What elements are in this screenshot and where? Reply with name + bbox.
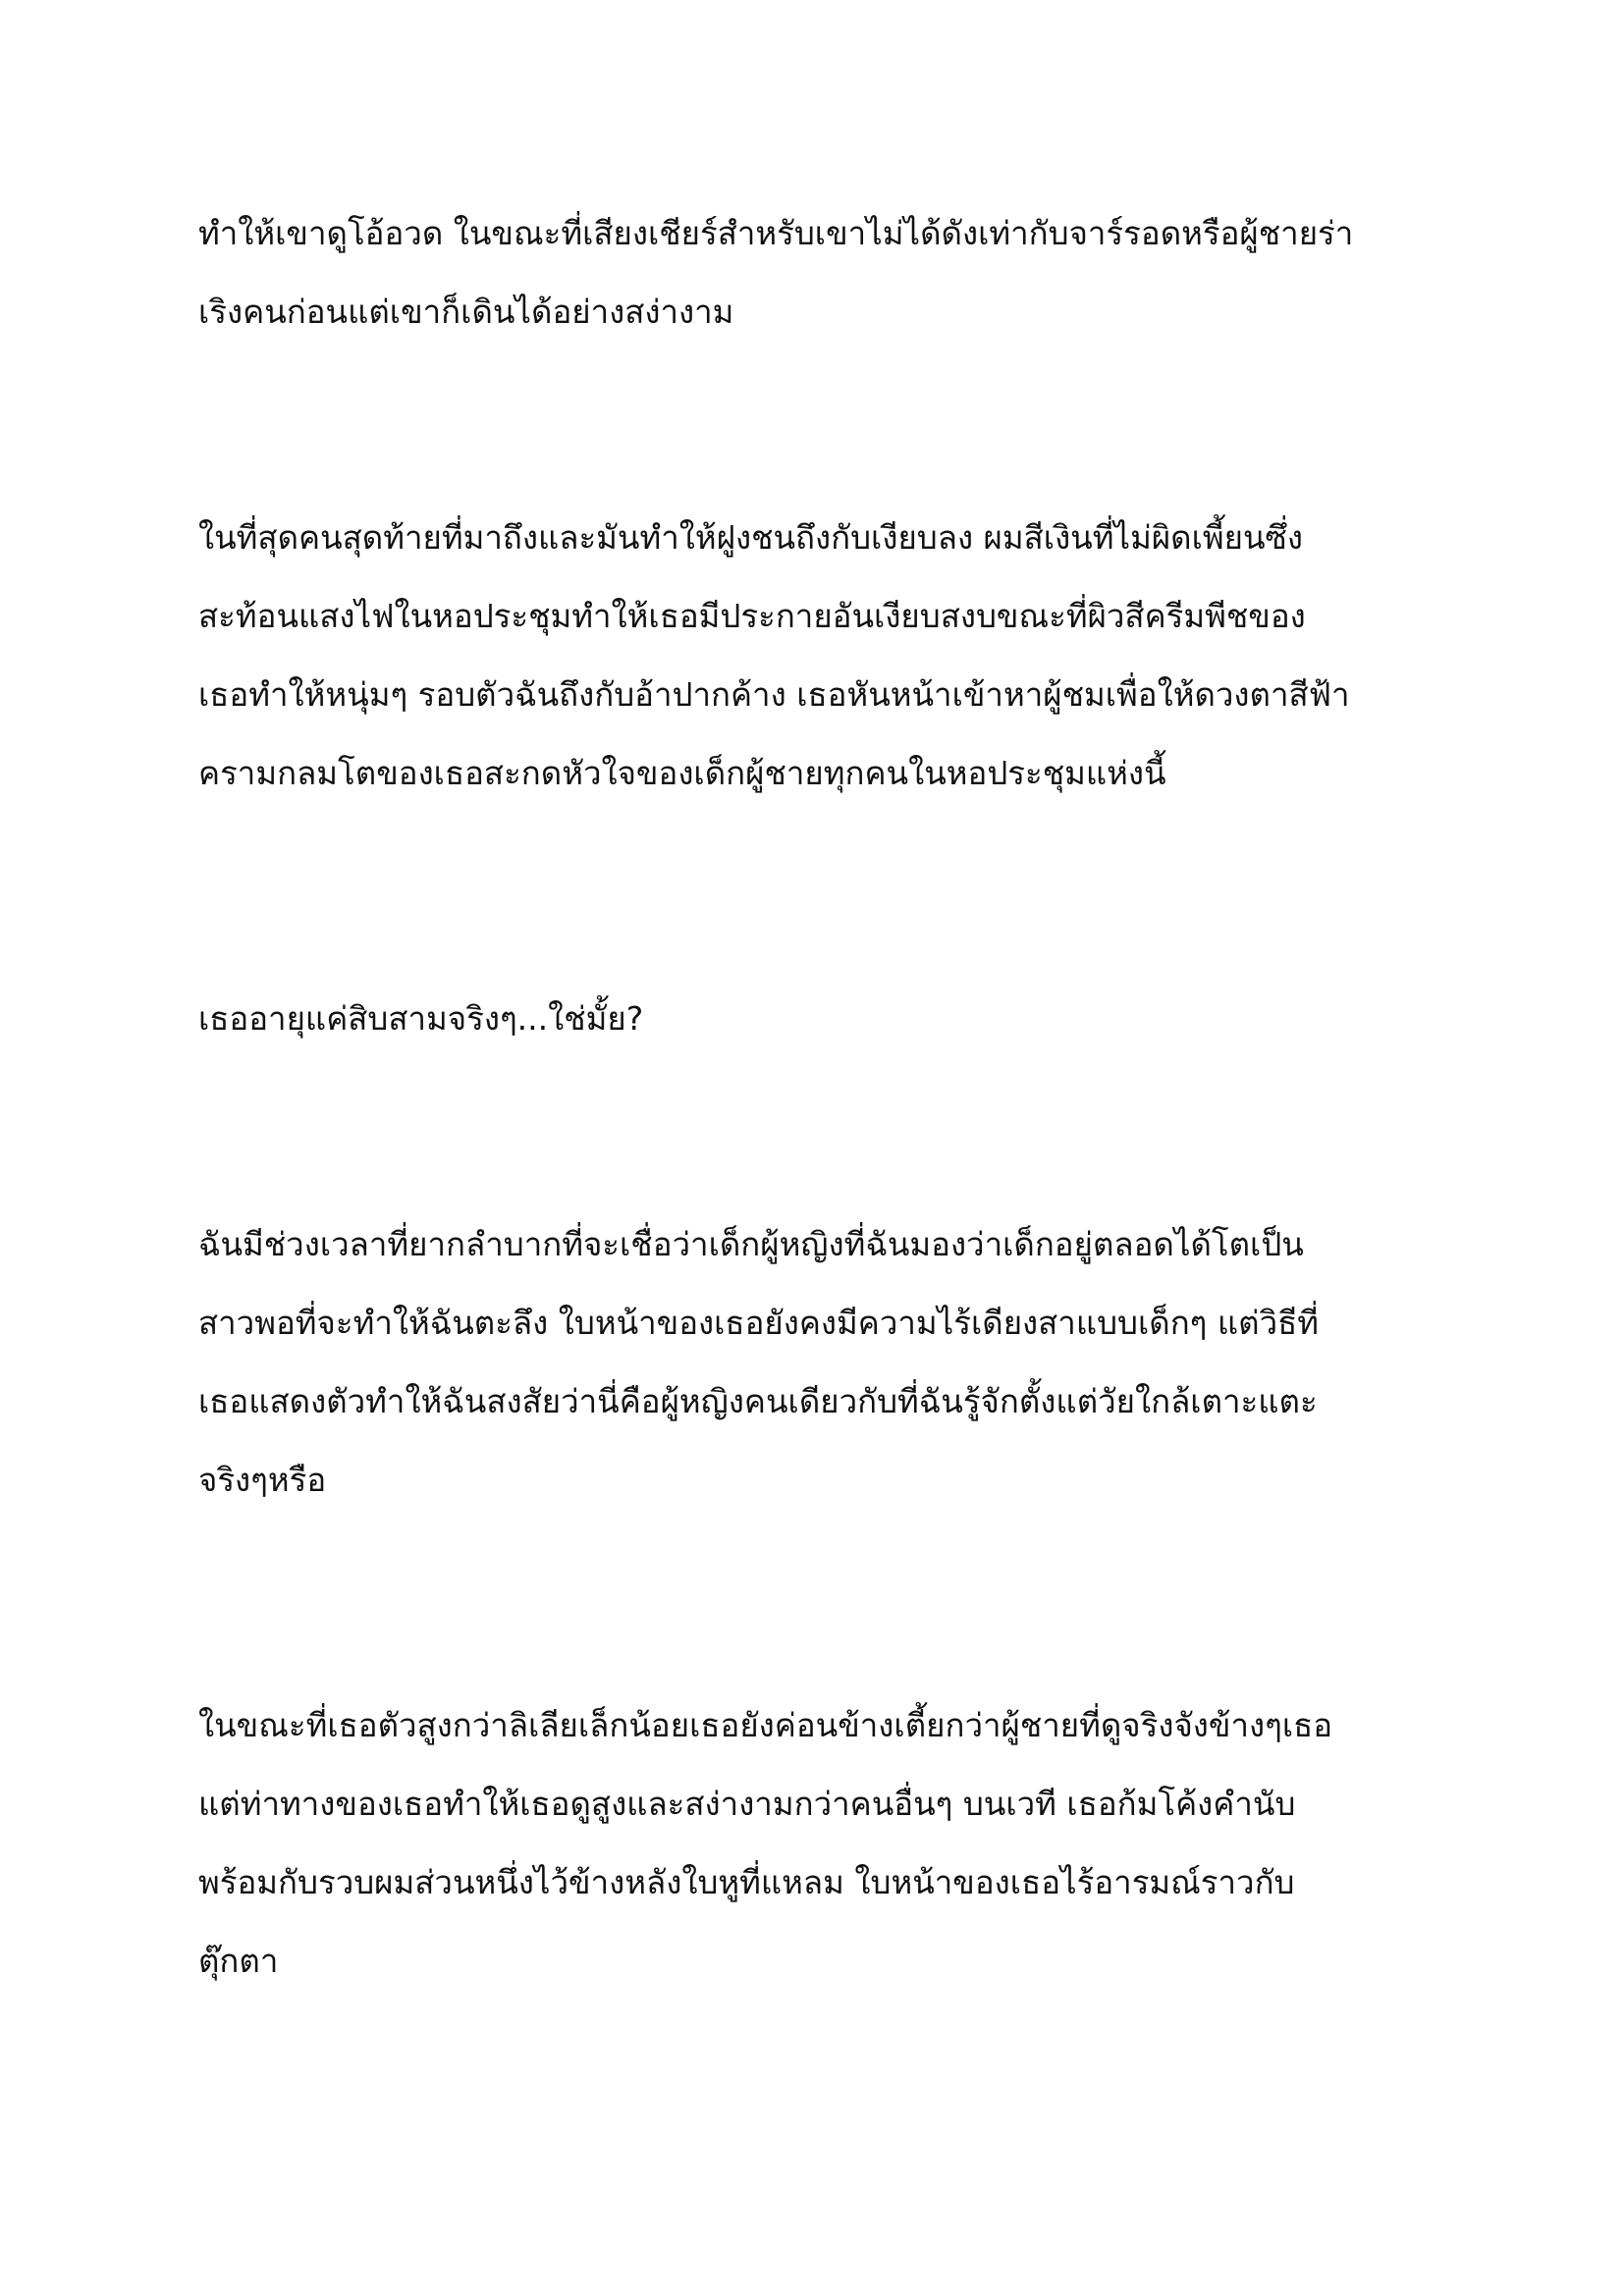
text-line: สาวพอที่จะทำให้ฉันตะลึง ใบหน้าของเธอยังคงมีความไร้เดียงสาแบบเด็กๆ แต่วิธีที่ bbox=[198, 1304, 1320, 1342]
paragraph-4 bbox=[198, 1205, 1445, 1520]
paragraph-3 bbox=[198, 980, 1445, 1058]
text-line: ทำให้เขาดูโอ้อวด ในขณะที่เสียงเชียร์สำหรับเขาไม่ได้ดังเท่ากับจาร์รอดหรือผู้ชายร่า bbox=[198, 214, 1354, 252]
text-line: ตุ๊กตา bbox=[198, 1942, 279, 1980]
text-line: พร้อมกับรวบผมส่วนหนึ่งไว้ข้างหลังใบหูที่แหลม ใบหน้าของเธอไร้อารมณ์ราวกับ bbox=[198, 1863, 1295, 1901]
text-line: ฉันมีช่วงเวลาที่ยากลำบากที่จะเชื่อว่าเด็กผู้หญิงที่ฉันมองว่าเด็กอยู่ตลอดได้โตเป็น bbox=[198, 1225, 1304, 1263]
text-line: ในที่สุดคนสุดท้ายที่มาถึงและมันทำให้ฝูงชนถึงกับเงียบลง ผมสีเงินที่ไม่ผิดเพี้ยนซึ่ง bbox=[198, 518, 1304, 557]
text-line: เธอแสดงตัวทำให้ฉันสงสัยว่านี่คือผู้หญิงคนเดียวกับที่ฉันรู้จักตั้งแต่วัยใกล้เตาะแตะ bbox=[198, 1382, 1318, 1420]
text-line: แต่ท่าทางของเธอทำให้เธอดูสูงและสง่างามกว่าคนอื่นๆ บนเวที เธอก้มโค้งคำนับ bbox=[198, 1785, 1296, 1823]
paragraph-5 bbox=[198, 1686, 1445, 2001]
text-line: เริงคนก่อนแต่เขาก็เดินได้อย่างสง่างาม bbox=[198, 293, 734, 331]
paragraph-1 bbox=[198, 194, 1445, 351]
text-line: ในขณะที่เธอตัวสูงกว่าลิเลียเล็กน้อยเธอยังค่อนข้างเตี้ยกว่าผู้ชายที่ดูจริงจังข้างๆเธอ bbox=[198, 1706, 1333, 1744]
text-line: เธออายุแค่สิบสามจริงๆ...ใช่มั้ย? bbox=[198, 999, 644, 1038]
text-line: จริงๆหรือ bbox=[198, 1461, 327, 1499]
paragraph-2 bbox=[198, 499, 1445, 813]
text-line: สะท้อนแสงไฟในหอประชุมทำให้เธอมีประกายอันเงียบสงบขณะที่ผิวสีครีมพีชของ bbox=[198, 597, 1306, 635]
text-line: เธอทำให้หนุ่มๆ รอบตัวฉันถึงกับอ้าปากค้าง เธอหันหน้าเข้าหาผู้ชมเพื่อให้ดวงตาสีฟ้า bbox=[198, 675, 1350, 714]
text-line: ครามกลมโตของเธอสะกดหัวใจของเด็กผู้ชายทุกคนในหอประชุมแห่งนี้ bbox=[198, 754, 1166, 792]
